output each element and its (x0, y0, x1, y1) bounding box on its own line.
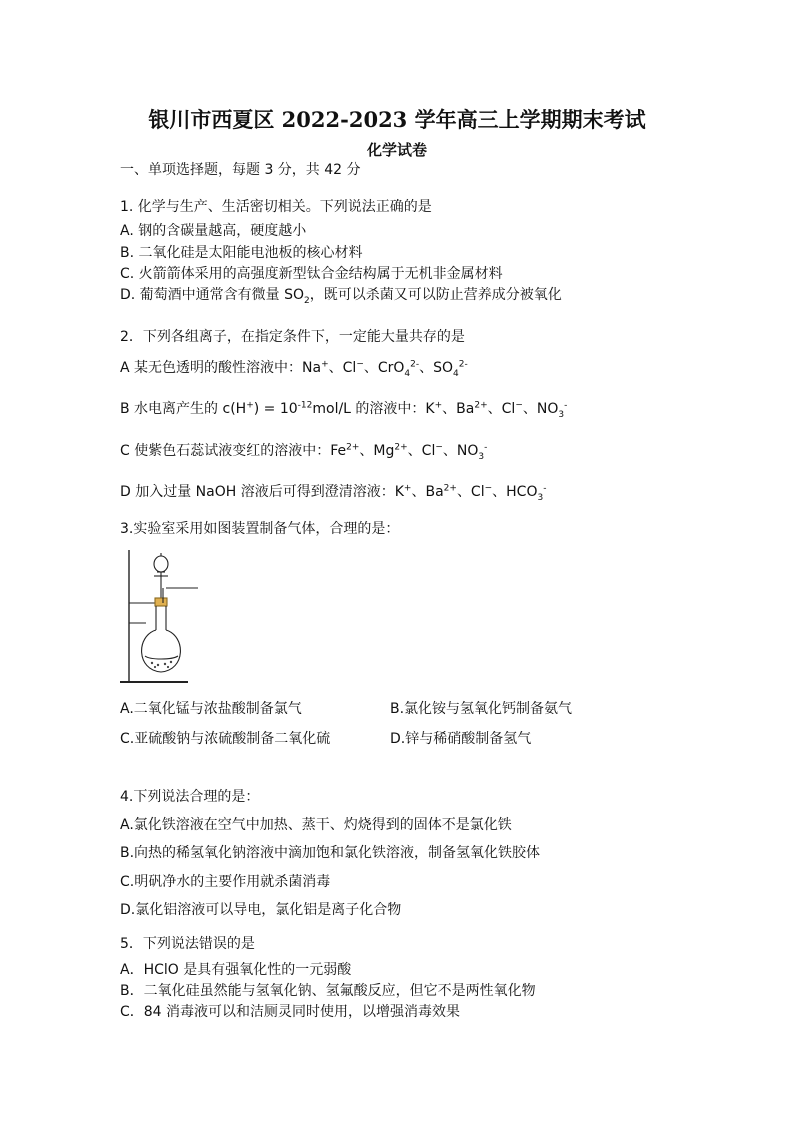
q4-option-d: D.氯化铝溶液可以导电，氯化铝是离子化合物 (120, 902, 402, 918)
q3-option-b: B.氯化铵与氢氧化钙制备氨气 (390, 701, 573, 717)
q4-option-c: C.明矾净水的主要作用就杀菌消毒 (120, 874, 331, 890)
q1-option-d: D. 葡萄酒中通常含有微量 $SO_2$，既可以杀菌又可以防止营养成分被氧化 (120, 287, 562, 306)
q3-option-c: C.亚硫酸钠与浓硫酸制备二氧化硫 (120, 731, 331, 747)
q1-option-a: A. 钢的含碳量越高，硬度越小 (120, 223, 307, 239)
q1-option-c: C. 火箭箭体采用的高强度新型钛合金结构属于无机非金属材料 (120, 266, 503, 282)
flask-apparatus-figure (118, 548, 208, 686)
q4-option-a: A.氯化铁溶液在空气中加热、蒸干、灼烧得到的固体不是氯化铁 (120, 817, 512, 833)
q3-stem: 3.实验室采用如图装置制备气体，合理的是： (120, 521, 400, 537)
q4-stem: 4.下列说法合理的是： (120, 789, 260, 805)
q2-option-d: D 加入过量 NaOH 溶液后可得到澄清溶液：K+、$Ba^{2+}$、Cl−、$HCO_3^-$ (120, 483, 547, 503)
exam-title: 银川市西夏区 2022-2023 学年高三上学期期末考试 (148, 107, 646, 132)
q1-option-b: B. 二氧化硅是太阳能电池板的核心材料 (120, 245, 363, 261)
exam-subtitle: 化学试卷 (366, 141, 427, 159)
q2-option-c: C 使紫色石蕊试液变红的溶液中：$Fe^{2+}$、$Mg^{2+}$、Cl−、$NO_3^-$ (120, 442, 488, 462)
q5-option-a: A．HClO 是具有强氧化性的一元弱酸 (120, 962, 352, 978)
q4-option-b: B.向热的稀氢氧化钠溶液中滴加饱和氯化铁溶液，制备氢氧化铁胶体 (120, 845, 541, 861)
q5-option-c: C．84 消毒液可以和洁厕灵同时使用，以增强消毒效果 (120, 1004, 461, 1020)
q2-option-b: B 水电离产生的 $c(H^+) = 10^{-12}mol/L$ 的溶液中：K+、$Ba^{2+}$、Cl−、$NO_3^-$ (120, 400, 568, 420)
q5-option-b: B．二氧化硅虽然能与氢氧化钠、氢氟酸反应，但它不是两性氧化物 (120, 983, 536, 999)
section-heading: 一、单项选择题，每题 3 分，共 42 分 (120, 162, 361, 178)
q2-option-a: A 某无色透明的酸性溶液中：Na+、Cl−、CrO$_4^{2-}$、$SO_4^{2-}$ (120, 359, 468, 379)
q5-stem: 5．下列说法错误的是 (120, 936, 255, 952)
q3-option-a: A.二氧化锰与浓盐酸制备氯气 (120, 701, 302, 717)
q3-option-d: D.锌与稀硝酸制备氢气 (390, 731, 532, 747)
q1-stem: 1. 化学与生产、生活密切相关。下列说法正确的是 (120, 199, 432, 215)
q2-stem: 2．下列各组离子，在指定条件下，一定能大量共存的是 (120, 329, 465, 345)
